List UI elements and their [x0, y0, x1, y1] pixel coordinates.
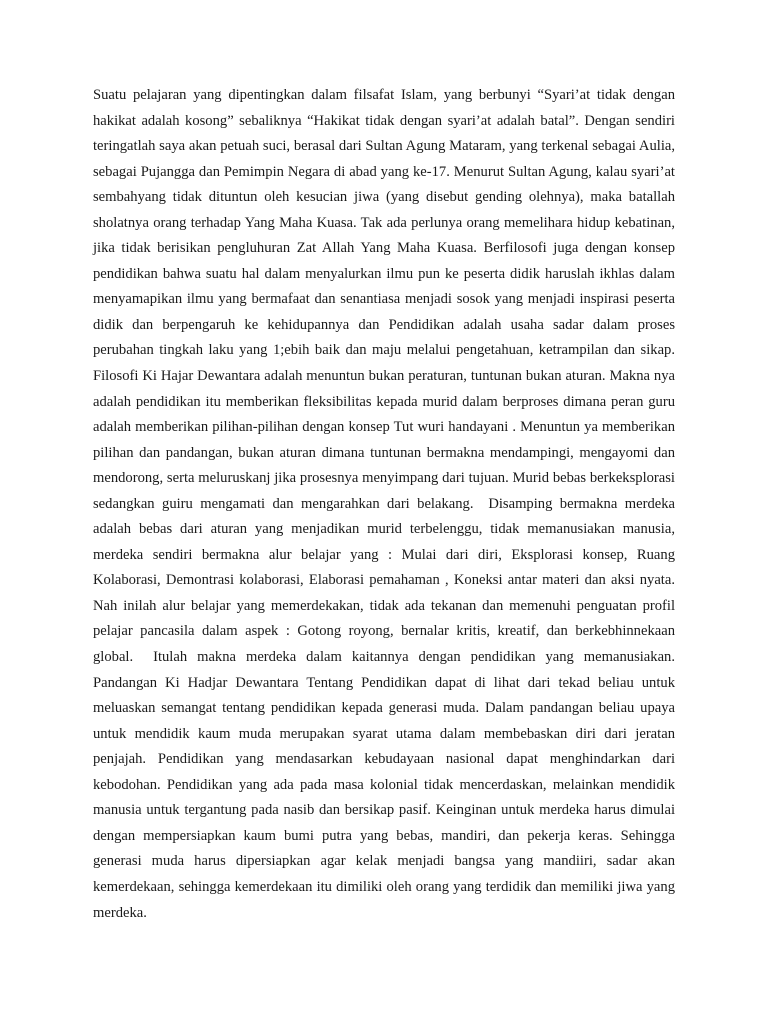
- body-paragraph: Suatu pelajaran yang dipentingkan dalam filsafat Islam, yang berbunyi “Syari’at tidak dengan hakikat adalah kosong” sebaliknya “Hakikat tidak dengan syari’at adalah batal”. Dengan sendiri teringatlah saya akan petuah suci, berasal dari Sultan Agung Mataram, yang terkenal sebagai Aulia, sebagai Pujangga dan Pemimpin Negara di abad yang ke-17. Menurut Sultan Agung, kalau syari’at sembahyang tidak dituntun oleh kesucian jiwa (yang disebut gending olehnya), maka batallah sholatnya orang terhadap Yang Maha Kuasa. Tak ada perlunya orang memelihara hidup kebatinan, jika tidak berisikan pengluhuran Zat Allah Yang Maha Kuasa. Berfilosofi juga dengan konsep pendidikan bahwa suatu hal dalam menyalurkan ilmu pun ke peserta didik haruslah ikhlas dalam menyamapikan ilmu yang bermafaat dan senantiasa menjadi sosok yang menjadi inspirasi peserta didik dan berpengaruh ke kehidupannya dan Pendidikan adalah usaha sadar dalam proses perubahan tingkah laku yang 1;ebih baik dan maju melalui pengetahuan, ketrampilan dan sikap. Filosofi Ki Hajar Dewantara adalah menuntun bukan peraturan, tuntunan bukan aturan. Makna nya adalah pendidikan itu memberikan fleksibilitas kepada murid dalam berproses dimana peran guru adalah memberikan pilihan-pilihan dengan konsep Tut wuri handayani . Menuntun ya memberikan pilihan dan pandangan, bukan aturan dimana tuntunan bermakna mendampingi, mengayomi dan mendorong, serta meluruskanj jika prosesnya menyimpang dari tujuan. Murid bebas berkeksplorasi sedangkan guiru mengamati dan mengarahkan dari belakang. Disamping bermakna merdeka adalah bebas dari aturan yang menjadikan murid terbelenggu, tidak memanusiakan manusia, merdeka sendiri bermakna alur belajar yang : Mulai dari diri, Eksplorasi konsep, Ruang Kolaborasi, Demontrasi kolaborasi, Elaborasi pemahaman , Koneksi antar materi dan aksi nyata. Nah inilah alur belajar yang memerdekakan, tidak ada tekanan dan memenuhi penguatan profil pelajar pancasila dalam aspek : Gotong royong, bernalar kritis, kreatif, dan berkebhinnekaan global. Itulah makna merdeka dalam kaitannya dengan pendidikan yang memanusiakan. Pandangan Ki Hadjar Dewantara Tentang Pendidikan dapat di lihat dari tekad beliau untuk meluaskan semangat tentang pendidikan kepada generasi muda. Dalam pandangan beliau upaya untuk mendidik kaum muda merupakan syarat utama dalam membebaskan diri dari jeratan penjajah. Pendidikan yang mendasarkan kebudayaan nasional dapat menghindarkan dari kebodohan. Pendidikan yang ada pada masa kolonial tidak mencerdaskan, melainkan mendidik manusia untuk tergantung pada nasib dan bersikap pasif. Keinginan untuk merdeka harus dimulai dengan mempersiapkan kaum bumi putra yang bebas, mandiri, dan pekerja keras. Sehingga generasi muda harus dipersiapkan agar kelak menjadi bangsa yang mandiiri, sadar akan kemerdekaan, sehingga kemerdekaan itu dimiliki oleh orang yang terdidik dan memiliki jiwa yang merdeka.: [93, 87, 679, 921]
